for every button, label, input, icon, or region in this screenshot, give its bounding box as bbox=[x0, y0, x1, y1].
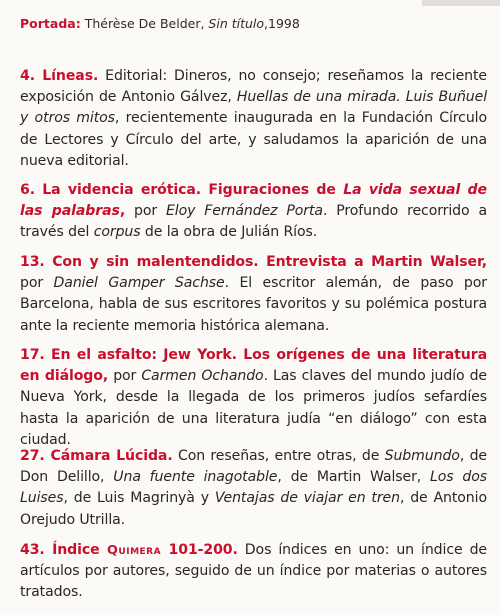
contents-entry-17 bbox=[20, 345, 487, 451]
entry-heading-part: 101-200. bbox=[161, 542, 238, 558]
cover-title: Sin título bbox=[208, 16, 265, 31]
entry-author: Daniel Gamper Sachse bbox=[53, 275, 225, 292]
entry-text: . El escritor alemán, de paso por Barcelona, habla de sus escritores favoritos y su polémica postura ante la reciente memoria histórica alemana. bbox=[20, 275, 487, 334]
entry-text: por bbox=[108, 368, 142, 385]
entry-heading-italic: La vida sexual de las palabras bbox=[20, 182, 487, 220]
entry-text: Dos índices en uno: un índice de artículos por autores, seguido de un índice por materias o autores tratados. bbox=[20, 542, 487, 601]
contents-entry-27 bbox=[20, 446, 487, 531]
entry-italic-word: corpus bbox=[93, 224, 141, 241]
entry-heading-part: 43. Índice bbox=[20, 542, 108, 558]
entry-heading-part: , bbox=[119, 203, 126, 220]
entry-text: Editorial: Dineros, no consejo; reseñamos la reciente exposición de Antonio Gálvez, bbox=[20, 68, 487, 106]
entry-author: Eloy Fernández Porta bbox=[165, 203, 323, 220]
entry-text: . Las claves del mundo judío de Nueva York, desde la llegada de los primeros judíos sefardíes hasta la aparición de una literatura judía “en diálogo” con esta ciudad. bbox=[20, 368, 487, 448]
entry-heading-part: 6. La videncia erótica. Figuraciones de bbox=[20, 182, 344, 198]
entry-text: , de Don Delillo, bbox=[20, 448, 487, 486]
entry-heading: 4. Líneas. bbox=[20, 68, 99, 84]
contents-entry-13 bbox=[20, 252, 487, 337]
entry-text: , de Martin Walser, bbox=[277, 469, 431, 486]
entry-italic-title: Huellas de una mirada. Luis Buñuel y otros mitos bbox=[20, 89, 488, 127]
entry-text: por bbox=[125, 203, 166, 220]
entry-heading-smallcaps: Quimera bbox=[107, 543, 162, 558]
entry-heading: 17. En el asfalto: Jew York. Los orígenes de una literatura en diálogo, bbox=[20, 347, 487, 385]
contents-entry-43 bbox=[20, 540, 487, 604]
contents-entry-6 bbox=[20, 180, 487, 244]
entry-italic-title: Ventajas de viajar en tren bbox=[214, 490, 400, 507]
cover-year: ,1998 bbox=[264, 16, 300, 31]
entry-text: , de Luis Magrinyà y bbox=[63, 490, 215, 507]
entry-italic-title: Submundo bbox=[384, 448, 460, 464]
entry-italic-title: Los dos Luises bbox=[20, 469, 487, 507]
page-corner-shade bbox=[422, 0, 500, 6]
entry-text: por bbox=[20, 275, 54, 292]
entry-text: , de Antonio Orejudo Utrilla. bbox=[20, 490, 487, 528]
cover-label: Portada: bbox=[20, 16, 81, 31]
entry-heading bbox=[20, 542, 238, 558]
entry-author: Carmen Ochando bbox=[141, 368, 264, 385]
entry-heading: 13. Con y sin malentendidos. Entrevista a Martin Walser, bbox=[20, 254, 487, 270]
cover-credit bbox=[20, 16, 490, 32]
entry-text: de la obra de Julián Ríos. bbox=[140, 224, 318, 241]
entry-italic-title: Una fuente inagotable bbox=[113, 469, 278, 486]
entry-text: Con reseñas, entre otras, de bbox=[172, 448, 385, 464]
entry-text: , recientemente inaugurada en la Fundación Círculo de Lectores y Círculo del arte, y saludamos la aparición de una nueva editorial. bbox=[20, 110, 487, 169]
cover-artist: Thérèse De Belder, bbox=[80, 16, 209, 31]
entry-text: . Profundo recorrido a través del bbox=[20, 203, 487, 241]
entry-heading: 27. Cámara Lúcida. bbox=[20, 448, 173, 464]
contents-entry-4 bbox=[20, 66, 487, 172]
